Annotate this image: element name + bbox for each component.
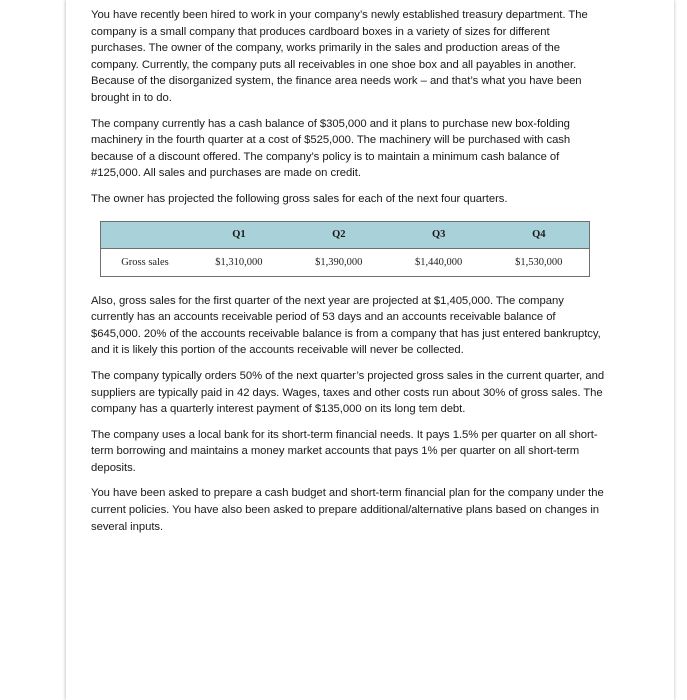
task-paragraph: You have been asked to prepare a cash budget and short-term financial plan for the company under the current policies. You have also been asked to prepare additional/alternative plans based on changes in several inputs. bbox=[91, 487, 604, 533]
bank-paragraph: The company uses a local bank for its short-term financial needs. It pays 1.5% per quarter on all short-term borrowing and maintains a money market accounts that pays 1% per quarter on all short-term deposits. bbox=[91, 428, 598, 474]
value-q1: $1,310,000 bbox=[189, 248, 289, 276]
orders-paragraph: The company typically orders 50% of the next quarter’s projected gross sales in the current quarter, and suppliers are typically paid in 42 days. Wages, taxes and other costs run about 30% of gross sales. The company has a quarterly interest payment of $135,000 on its long tem debt. bbox=[91, 369, 605, 416]
header-q1: Q1 bbox=[189, 221, 289, 248]
value-q4: $1,530,000 bbox=[489, 248, 590, 276]
receivables-paragraph: Also, gross sales for the first quarter of the next year are projected at $1,405,000. The company currently has an accounts receivable period of 53 days and an accounts receivable balance of $645,000. 20% of the accounts receivable balance is from a company that has just entered bankruptcy, and it is likely this portion of the accounts receivable will never be collected. bbox=[91, 294, 601, 357]
value-q2: $1,390,000 bbox=[289, 248, 389, 276]
value-q3: $1,440,000 bbox=[389, 248, 489, 276]
intro-paragraph: You have recently been hired to work in your company’s newly established treasury department. The company is a small company that produces cardboard boxes in a variety of sizes for different purchases. The owner of the company, works primarily in the sales and production areas of the company. Currently, the company puts all receivables in one shoe box and all payables in another. Because of the disorganized system, the finance area needs work – and that’s what you have been brought in to do. bbox=[91, 9, 588, 104]
table-corner-cell bbox=[101, 221, 190, 248]
table-row bbox=[101, 248, 590, 276]
gross-sales-table bbox=[100, 221, 590, 277]
header-q4: Q4 bbox=[489, 221, 590, 248]
projection-intro-paragraph: The owner has projected the following gross sales for each of the next four quarters. bbox=[91, 192, 508, 205]
document-page bbox=[66, 0, 674, 700]
row-label-gross-sales: Gross sales bbox=[101, 248, 190, 276]
header-q3: Q3 bbox=[389, 221, 489, 248]
header-q2: Q2 bbox=[289, 221, 389, 248]
table-header-row bbox=[101, 221, 590, 248]
cash-balance-paragraph: The company currently has a cash balance of $305,000 and it plans to purchase new box-folding machinery in the fourth quarter at a cost of $525,000. The machinery will be purchased with cash because of a discount offered. The company’s policy is to maintain a minimum cash balance of #125,000. All sales and purchases are made on credit. bbox=[91, 117, 571, 180]
document-body bbox=[91, 7, 606, 544]
